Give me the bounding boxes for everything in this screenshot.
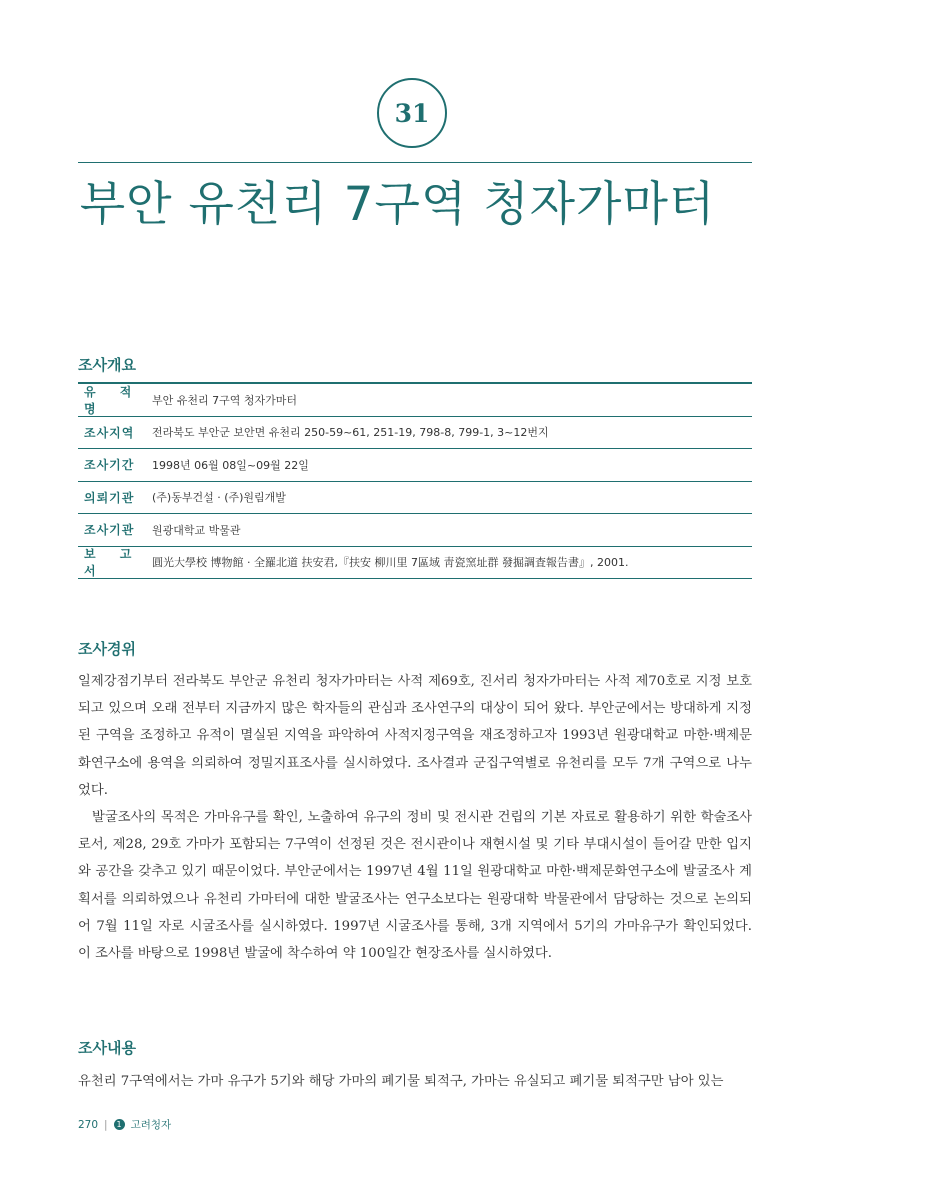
paragraph: 일제강점기부터 전라북도 부안군 유천리 청자가마터는 사적 제69호, 진서리 청자가마터는 사적 제70호로 지정 보호되고 있으며 오래 전부터 지금까지 많은 학자들의 관심과 조사연구의 대상이 되어 왔다. 부안군에서는 방대하게 지정된 구역을 조정하고 유적이 멸실된 지역을 파악하여 사적지정구역을 재조정하고자 1993년 원광대학교 마한·백제문화연구소에 용역을 의뢰하여 정밀지표조사를 실시하였다. 조사결과 군집구역별로 유천리를 모두 7개 구역으로 나누었다. [78, 674, 752, 798]
overview-table [78, 382, 752, 579]
row-label: 조사기간 [84, 458, 135, 473]
table-row [78, 547, 752, 579]
row-value: 부안 유천리 7구역 청자가마터 [152, 393, 297, 407]
table-row [78, 449, 752, 482]
section-name: 고려청자 [130, 1119, 172, 1131]
history-heading: 조사경위 [78, 640, 136, 658]
contents-heading: 조사내용 [78, 1039, 136, 1057]
row-value: 圓光大學校 博物館 · 全羅北道 扶安君,『扶安 柳川里 7區域 靑瓷窯址群 發掘調査報告書』, 2001. [152, 556, 629, 570]
row-label: 의뢰기관 [84, 490, 135, 505]
table-row [78, 417, 752, 450]
overview-heading: 조사개요 [78, 356, 136, 374]
row-label: 유 적 명 [84, 384, 142, 416]
row-value: 원광대학교 박물관 [152, 523, 241, 537]
row-label: 보 고 서 [84, 547, 142, 579]
paragraph: 발굴조사의 목적은 가마유구를 확인, 노출하여 유구의 정비 및 전시관 건립의 기본 자료로 활용하기 위한 학술조사로서, 제28, 29호 가마가 포함되는 7구역이 선정된 것은 전시관이나 재현시설 및 기타 부대시설이 들어갈 만한 입지와 공간을 갖추고 있기 때문이었다. 부안군에서는 1997년 4월 11일 원광대학교 마한·백제문화연구소에 발굴조사 계획서를 의뢰하였으나 유천리 가마터에 대한 발굴조사는 연구소보다는 원광대학 박물관에서 담당하는 것으로 논의되어 7월 11일 자로 시굴조사를 실시하였다. 1997년 시굴조사를 통해, 3개 지역에서 5기의 가마유구가 확인되었다. 이 조사를 바탕으로 1998년 발굴에 착수하여 약 100일간 현장조사를 실시하였다. [78, 810, 752, 962]
history-body [78, 668, 752, 967]
table-row [78, 384, 752, 417]
row-label: 조사지역 [84, 425, 135, 440]
page-number: 270 [78, 1118, 99, 1131]
table-row [78, 482, 752, 515]
paragraph: 유천리 7구역에서는 가마 유구가 5기와 해당 가마의 폐기물 퇴적구, 가마는 유실되고 폐기물 퇴적구만 남아 있는 [78, 1074, 724, 1089]
row-value: 전라북도 부안군 보안면 유천리 250-59~61, 251-19, 798-8, 799-1, 3~12번지 [152, 426, 549, 440]
footer-separator: | [104, 1118, 108, 1131]
contents-body [78, 1068, 752, 1095]
section-number-icon: 1 [114, 1119, 125, 1130]
table-row [78, 514, 752, 547]
title-divider [78, 162, 752, 163]
page-footer [78, 1117, 171, 1132]
row-value: 1998년 06월 08일~09월 22일 [152, 458, 309, 472]
row-label: 조사기관 [84, 523, 135, 538]
row-value: (주)동부건설 · (주)원림개발 [152, 491, 286, 505]
page-title: 부안 유천리 7구역 청자가마터 [79, 177, 716, 232]
chapter-number-badge: 31 [377, 78, 447, 148]
